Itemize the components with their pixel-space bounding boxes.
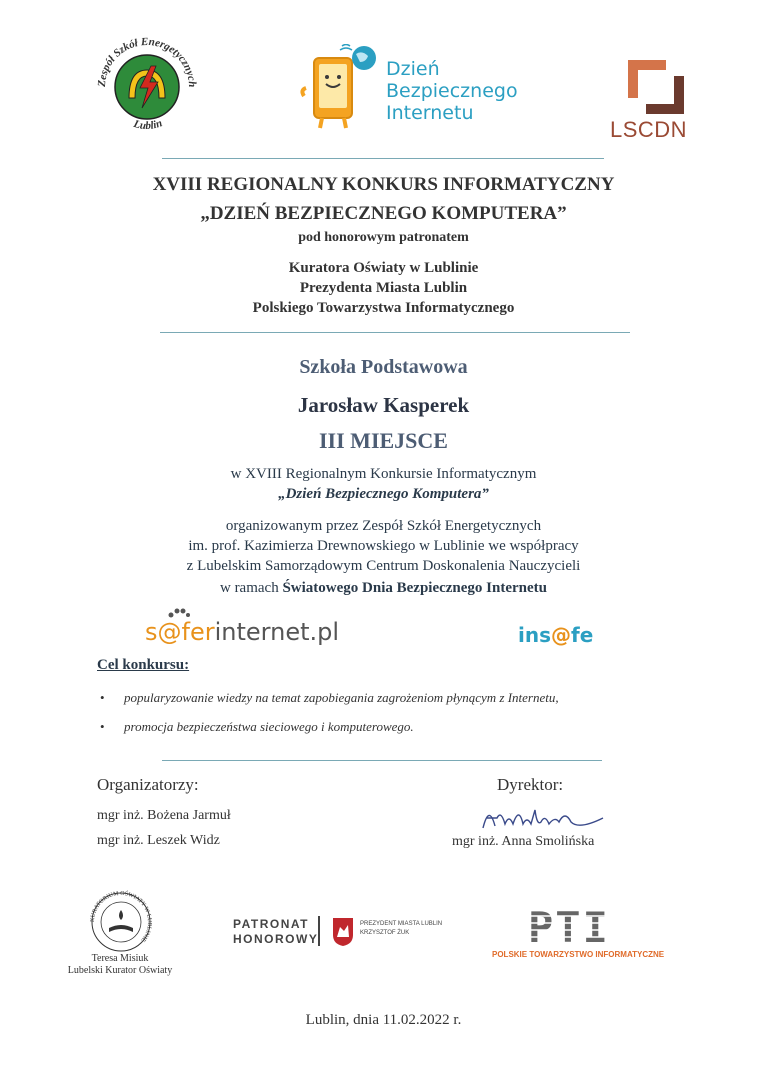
patron-2: Prezydenta Miasta Lublin xyxy=(299,280,468,296)
organizers-label: Organizatorzy: xyxy=(97,775,199,794)
director-signature xyxy=(479,800,609,836)
contest-subtitle: „DZIEŃ BEZPIECZNEGO KOMPUTERA” xyxy=(200,203,567,224)
president-line2: KRZYSZTOF ŻUK xyxy=(360,930,410,936)
pti-name: POLSKIE TOWARZYSTWO INFORMATYCZNE xyxy=(492,950,665,959)
kuratorium-seal xyxy=(85,888,157,952)
president-text xyxy=(360,920,442,938)
goals-heading: Cel konkursu: xyxy=(97,657,190,673)
award-text-1: w XVIII Regionalnym Konkursie Informatycznym xyxy=(230,466,537,482)
dbi-line1: Dzień xyxy=(386,58,440,80)
patronat-text xyxy=(233,917,318,947)
award-text-2: „Dzień Bezpiecznego Komputera” xyxy=(278,486,489,502)
lublin-coat-of-arms-icon xyxy=(332,917,354,947)
award-text-6-bold: Światowego Dnia Bezpiecznego Internetu xyxy=(282,580,548,596)
director-name: mgr inż. Anna Smolińska xyxy=(452,834,595,849)
goal-item: • promocja bezpieczeństwa sieciowego i komputerowego. xyxy=(124,719,414,735)
pti-logo-mark xyxy=(528,908,630,946)
safer-at: @ xyxy=(157,618,182,646)
divider-top xyxy=(162,158,604,159)
dbi-logo-icon xyxy=(296,44,386,134)
president-line1: PREZYDENT MIASTA LUBLIN xyxy=(360,921,443,927)
award-text-6 xyxy=(0,580,767,597)
director-label: Dyrektor: xyxy=(497,775,564,794)
organizer-2: mgr inż. Leszek Widz xyxy=(97,833,220,848)
patronat-line2: HONOROWY xyxy=(233,932,319,946)
dbi-line2: Bezpiecznego xyxy=(386,80,518,102)
contest-title: XVIII REGIONALNY KONKURS INFORMATYCZNY xyxy=(152,174,615,195)
insafe-at: @ xyxy=(551,623,571,647)
patron-1: Kuratora Oświaty w Lublinie xyxy=(288,260,479,276)
organizer-1: mgr inż. Bożena Jarmuł xyxy=(97,808,231,823)
patron-3: Polskiego Towarzystwa Informatycznego xyxy=(252,300,515,316)
issue-date: Lublin, dnia 11.02.2022 r. xyxy=(305,1012,462,1028)
saferinternet-logo xyxy=(145,618,339,646)
goal-item: • popularyzowanie wiedzy na temat zapobiegania zagrożeniom płynącym z Internetu, xyxy=(124,690,559,706)
insafe-ins: ins xyxy=(518,623,551,647)
patronage-label: pod honorowym patronatem xyxy=(298,230,469,245)
zse-city-text: Lublin xyxy=(132,117,164,133)
lscdn-logo-mark xyxy=(626,58,686,116)
zse-ring-text: Zespół Szkół Energetycznych xyxy=(96,36,198,88)
award-text-6-prefix: w ramach xyxy=(219,580,283,596)
divider-goals xyxy=(162,760,602,761)
patronat-divider xyxy=(318,916,320,946)
zse-logo xyxy=(96,36,198,138)
school-name: Szkoła Podstawowa xyxy=(299,356,468,378)
safer-rest: internet.pl xyxy=(214,618,340,646)
insafe-fe: fe xyxy=(571,623,594,647)
award-text-3: organizowanym przez Zespół Szkół Energetycznych xyxy=(225,518,542,534)
pti-mark-text: PTI xyxy=(528,908,610,946)
kurator-title: Lubelski Kurator Oświaty xyxy=(67,965,173,976)
safer-s: s xyxy=(145,618,158,646)
dbi-line3: Internetu xyxy=(386,102,474,124)
award-text-4: im. prof. Kazimierza Drewnowskiego w Lublinie we współpracy xyxy=(188,538,579,554)
winner-name: Jarosław Kasperek xyxy=(297,393,470,417)
safer-fer: fer xyxy=(181,618,215,646)
award-place: III MIEJSCE xyxy=(319,428,448,453)
award-text-5: z Lubelskim Samorządowym Centrum Doskonalenia Nauczycieli xyxy=(186,558,581,574)
patronat-line1: PATRONAT xyxy=(233,917,309,931)
divider-header xyxy=(160,332,630,333)
kurator-name: Teresa Misiuk xyxy=(91,953,149,964)
lscdn-logo-text: LSCDN xyxy=(610,117,688,142)
dbi-logo-text xyxy=(386,58,518,124)
insafe-logo xyxy=(518,623,593,647)
kuratorium-ring-text: KURATORIUM OŚWIATY W LUBLINIE xyxy=(89,890,153,943)
